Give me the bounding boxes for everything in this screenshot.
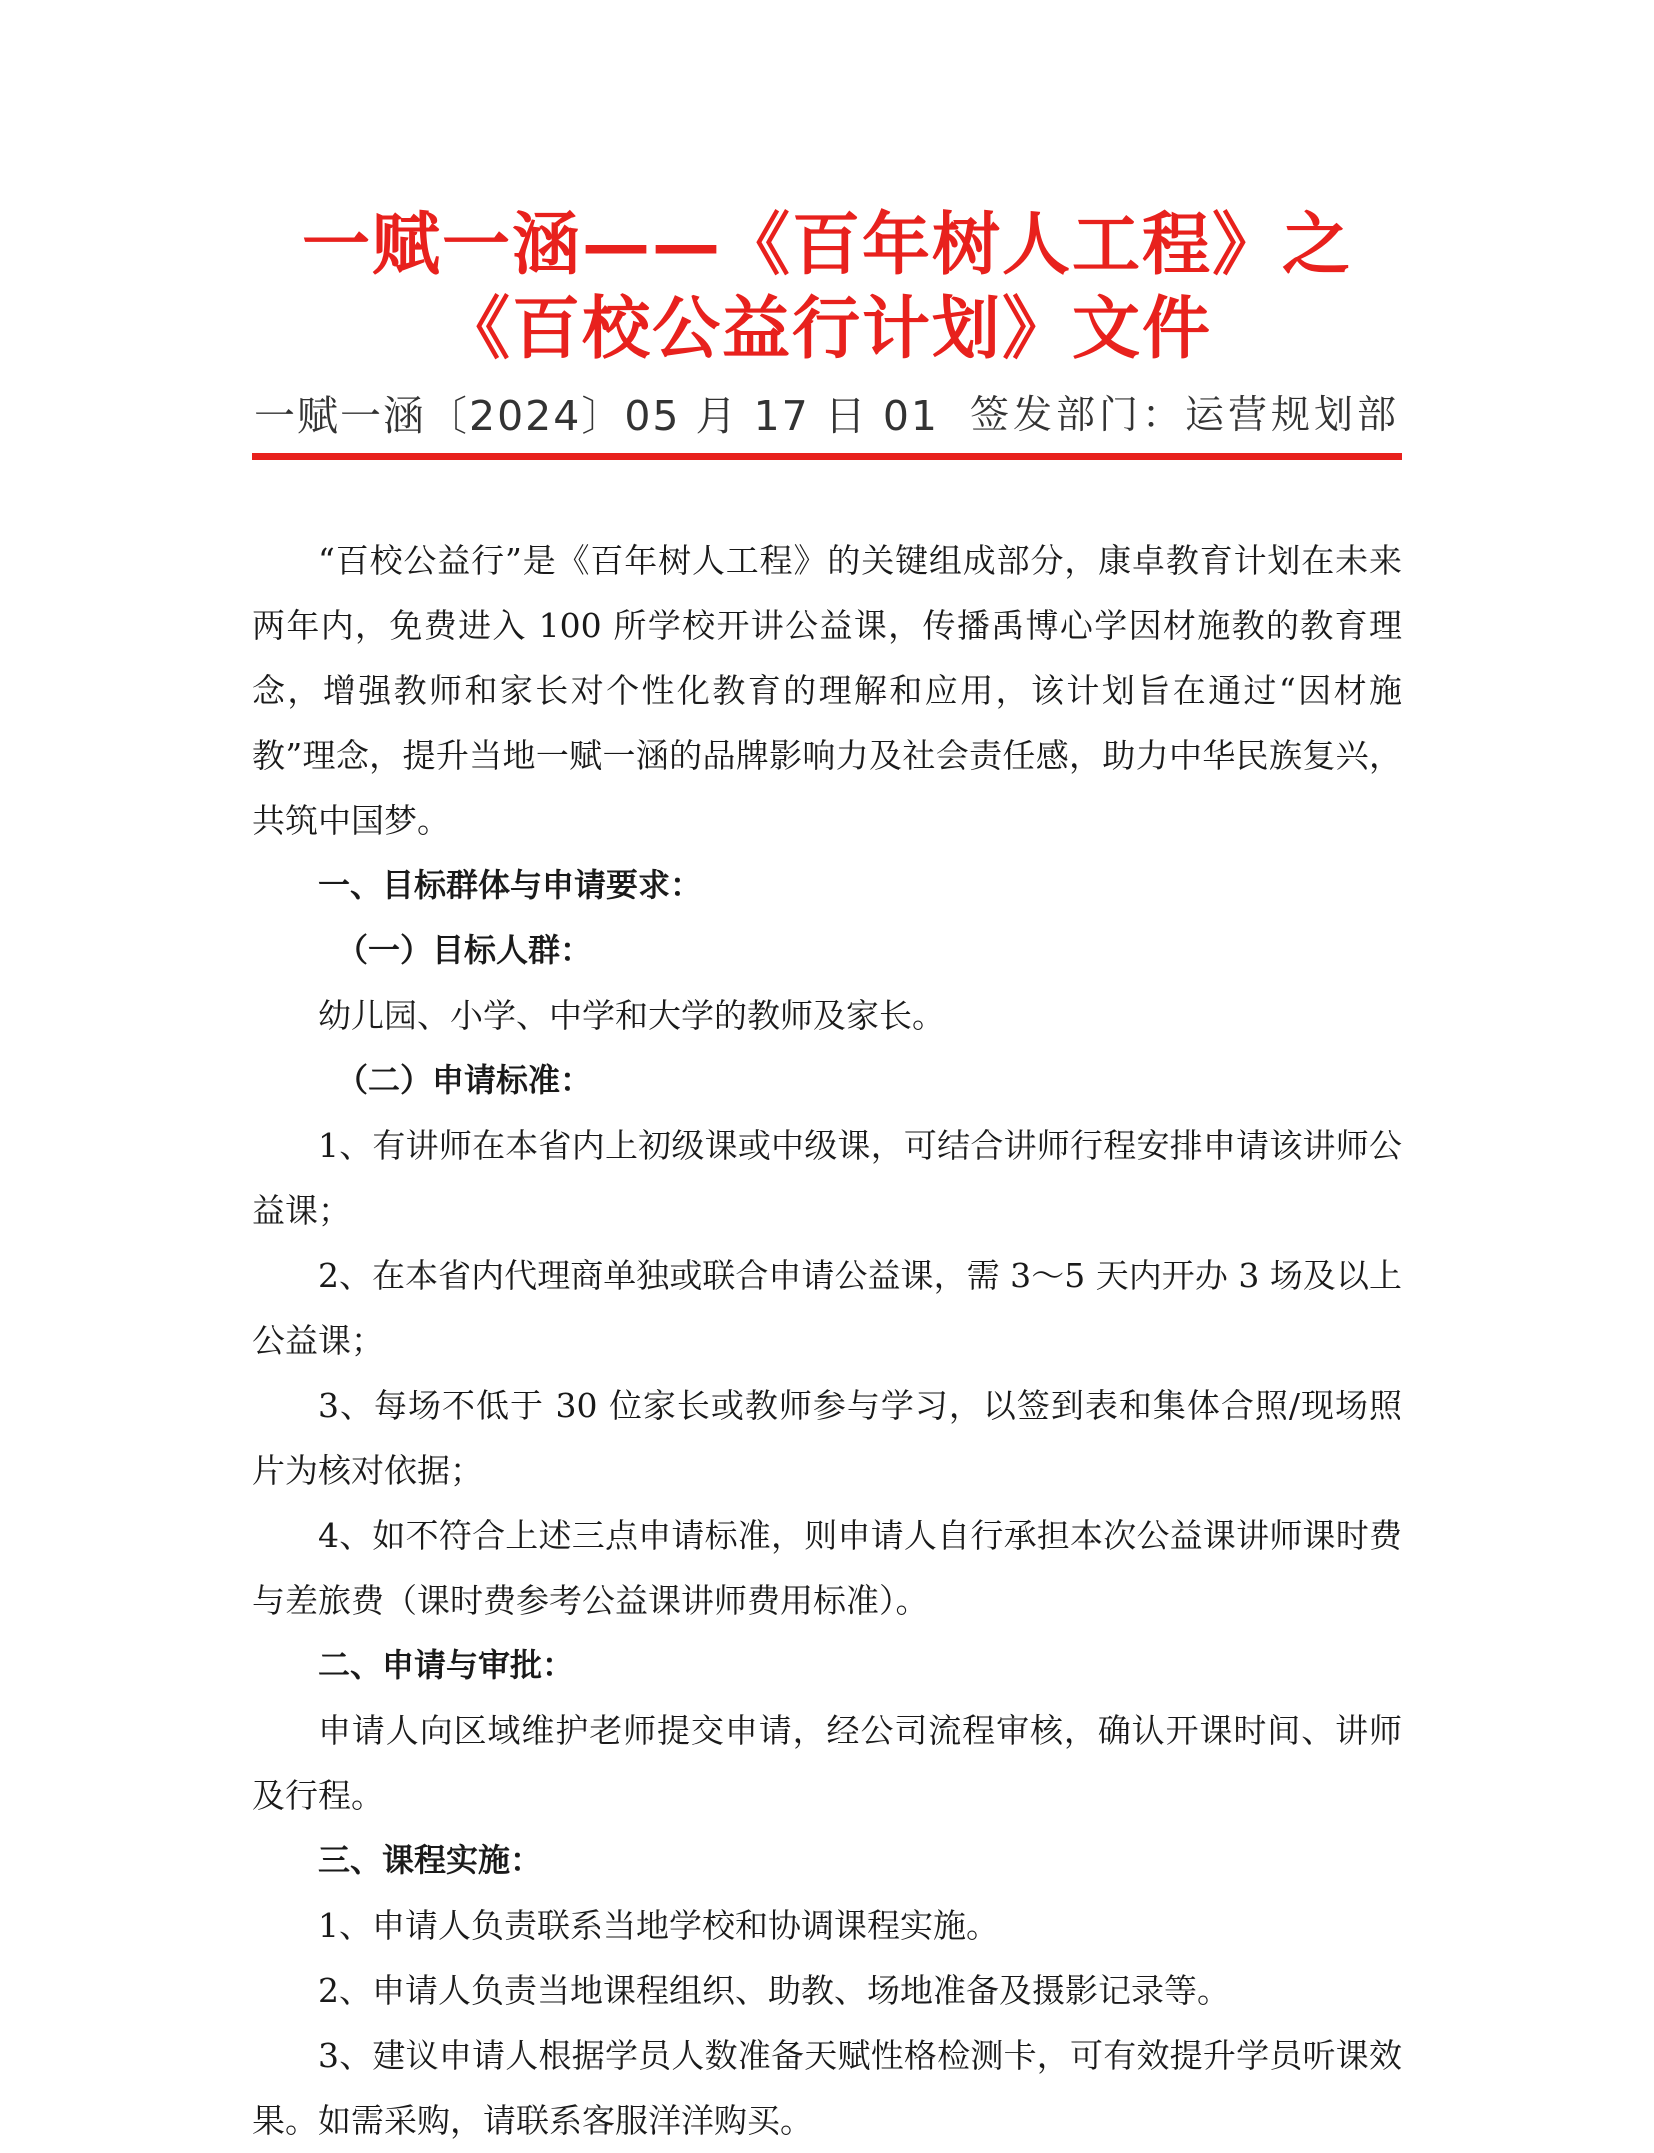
section1-sub1-text: 幼儿园、小学、中学和大学的教师及家长。 [318, 996, 945, 1035]
section1-heading: 一、目标群体与申请要求： [318, 866, 703, 904]
implementation-item: 1、申请人负责联系当地学校和协调课程实施。 [318, 1906, 999, 1945]
section2-heading: 二、申请与审批： [318, 1646, 575, 1684]
section1-sub2-heading: （二）申请标准： [336, 1061, 593, 1099]
section1-sub1-heading: （一）目标人群： [336, 931, 593, 969]
implementation-item: 2、申请人负责当地课程组织、助教、场地准备及摄影记录等。 [318, 1971, 1230, 2010]
criteria-item: 4、如不符合上述三点申请标准，则申请人自行承担本次公益课讲师课时费与差旅费（课时费参考公益课讲师费用标准）。 [252, 1516, 1402, 1620]
section2-text: 申请人向区域维护老师提交申请，经公司流程审核，确认开课时间、讲师及行程。 [252, 1711, 1402, 1815]
criteria-item: 2、在本省内代理商单独或联合申请公益课，需 3～5 天内开办 3 场及以上公益课； [252, 1256, 1402, 1360]
document-title-line2: 《百校公益行计划》文件 [441, 290, 1212, 369]
criteria-item: 1、有讲师在本省内上初级课或中级课，可结合讲师行程安排申请该讲师公益课； [252, 1126, 1402, 1230]
document-body [252, 528, 1402, 2153]
issuing-department: 签发部门：运营规划部 [969, 393, 1400, 438]
intro-paragraph: “百校公益行”是《百年树人工程》的关键组成部分，康卓教育计划在未来两年内，免费进入 100 所学校开讲公益课，传播禹博心学因材施教的教育理念，增强教师和家长对个性化教育的理解和应用，该计划旨在通过“因材施教”理念，提升当地一赋一涵的品牌影响力及社会责任感，助力中华民族复兴，共筑中国梦。 [252, 541, 1402, 840]
section3-heading: 三、课程实施： [318, 1841, 543, 1879]
implementation-item: 3、建议申请人根据学员人数准备天赋性格检测卡，可有效提升学员听课效果。如需采购，请联系客服洋洋购买。 [252, 2036, 1402, 2140]
header-red-divider [252, 453, 1402, 460]
document-title-line1: 一赋一涵——《百年树人工程》之 [301, 206, 1352, 285]
document-number: 一赋一涵〔2024〕05 月 17 日 01 [254, 392, 939, 440]
criteria-item: 3、每场不低于 30 位家长或教师参与学习，以签到表和集体合照/现场照片为核对依据； [252, 1386, 1402, 1490]
